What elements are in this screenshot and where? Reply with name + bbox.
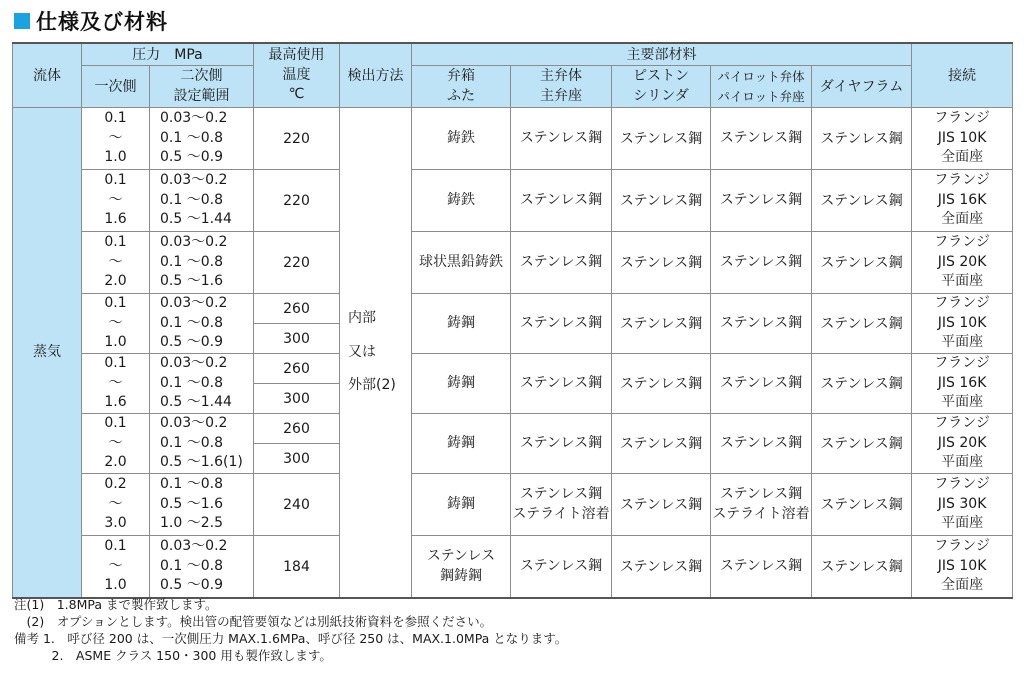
body-material-cell: 鋳鉄	[412, 170, 511, 232]
footnote-2: (2) オプションとします。検出管の配管要領などは別紙技術資料を参照ください。	[14, 614, 493, 629]
secondary-range-cell: 0.1 〜0.8 0.5 〜1.6 1.0 〜2.5	[150, 474, 254, 536]
footnotes	[14, 596, 567, 664]
body-material-cell: 鋳鋼	[412, 414, 511, 474]
main-valve-material-cell: ステンレス鋼	[511, 354, 612, 414]
table-row	[13, 108, 1013, 170]
main-valve-material-cell: ステンレス鋼	[511, 536, 612, 598]
body-material-cell: 鋳鋼	[412, 294, 511, 354]
connection-cell: フランジ JIS 10K 平面座	[912, 294, 1013, 354]
diaphragm-material-cell: ステンレス鋼	[812, 414, 912, 474]
header-pilot-valve: パイロット弁体 パイロット弁座	[711, 66, 812, 108]
header-secondary: 二次側 設定範囲	[150, 66, 254, 108]
temperature-cell: 184	[254, 536, 340, 598]
secondary-range-cell: 0.03〜0.2 0.1 〜0.8 0.5 〜1.44	[150, 354, 254, 414]
temperature-cell: 260	[254, 414, 340, 444]
main-valve-material-cell: ステンレス鋼 ステライト溶着	[511, 474, 612, 536]
main-valve-material-cell: ステンレス鋼	[511, 170, 612, 232]
piston-material-cell: ステンレス鋼	[612, 294, 711, 354]
connection-cell: フランジ JIS 30K 平面座	[912, 474, 1013, 536]
header-body-cover: 弁箱 ふた	[412, 66, 511, 108]
section-title-text: 仕様及び材料	[36, 10, 168, 34]
main-valve-material-cell: ステンレス鋼	[511, 294, 612, 354]
pilot-valve-material-cell: ステンレス鋼	[711, 536, 812, 598]
connection-cell: フランジ JIS 20K 平面座	[912, 232, 1013, 294]
primary-pressure-cell: 0.1 〜 1.0	[82, 536, 150, 598]
temperature-cell-alt: 300	[254, 384, 340, 414]
table-row	[13, 294, 1013, 324]
diaphragm-material-cell: ステンレス鋼	[812, 536, 912, 598]
piston-material-cell: ステンレス鋼	[612, 170, 711, 232]
primary-pressure-cell: 0.1 〜 1.0	[82, 294, 150, 354]
temperature-cell: 220	[254, 108, 340, 170]
temperature-cell: 260	[254, 294, 340, 324]
table-row	[13, 232, 1013, 294]
pilot-valve-material-cell: ステンレス鋼	[711, 232, 812, 294]
piston-material-cell: ステンレス鋼	[612, 536, 711, 598]
main-valve-material-cell: ステンレス鋼	[511, 414, 612, 474]
header-primary: 一次側	[82, 66, 150, 108]
secondary-range-cell: 0.03〜0.2 0.1 〜0.8 0.5 〜0.9	[150, 536, 254, 598]
remark-2: 2. ASME クラス 150・300 用も製作致します。	[14, 648, 332, 663]
primary-pressure-cell: 0.2 〜 3.0	[82, 474, 150, 536]
piston-material-cell: ステンレス鋼	[612, 474, 711, 536]
header-diaphragm: ダイヤフラム	[812, 66, 912, 108]
header-pressure: 圧力 MPa	[82, 43, 254, 66]
temperature-cell-alt: 300	[254, 444, 340, 474]
fluid-cell: 蒸気	[13, 108, 82, 598]
secondary-range-cell: 0.03〜0.2 0.1 〜0.8 0.5 〜0.9	[150, 294, 254, 354]
temperature-cell: 260	[254, 354, 340, 384]
temperature-cell: 220	[254, 232, 340, 294]
secondary-range-cell: 0.03〜0.2 0.1 〜0.8 0.5 〜1.6(1)	[150, 414, 254, 474]
header-main-valve: 主弁体 主弁座	[511, 66, 612, 108]
temperature-cell-alt: 300	[254, 324, 340, 354]
header-connection: 接続	[912, 43, 1013, 108]
body-material-cell: 球状黒鉛鋳鉄	[412, 232, 511, 294]
header-materials: 主要部材料	[412, 43, 912, 66]
connection-cell: フランジ JIS 16K 全面座	[912, 170, 1013, 232]
diaphragm-material-cell: ステンレス鋼	[812, 294, 912, 354]
connection-cell: フランジ JIS 10K 全面座	[912, 536, 1013, 598]
pilot-valve-material-cell: ステンレス鋼	[711, 170, 812, 232]
main-valve-material-cell: ステンレス鋼	[511, 108, 612, 170]
secondary-range-cell: 0.03〜0.2 0.1 〜0.8 0.5 〜1.44	[150, 170, 254, 232]
secondary-range-cell: 0.03〜0.2 0.1 〜0.8 0.5 〜1.6	[150, 232, 254, 294]
piston-material-cell: ステンレス鋼	[612, 232, 711, 294]
table-row	[13, 474, 1013, 536]
piston-material-cell: ステンレス鋼	[612, 108, 711, 170]
main-valve-material-cell: ステンレス鋼	[511, 232, 612, 294]
body-material-cell: 鋳鋼	[412, 474, 511, 536]
pilot-valve-material-cell: ステンレス鋼	[711, 108, 812, 170]
table-row	[13, 354, 1013, 384]
diaphragm-material-cell: ステンレス鋼	[812, 474, 912, 536]
header-fluid: 流体	[13, 43, 82, 108]
pilot-valve-material-cell: ステンレス鋼 ステライト溶着	[711, 474, 812, 536]
table-row	[13, 170, 1013, 232]
diaphragm-material-cell: ステンレス鋼	[812, 108, 912, 170]
primary-pressure-cell: 0.1 〜 2.0	[82, 232, 150, 294]
piston-material-cell: ステンレス鋼	[612, 414, 711, 474]
body-material-cell: 鋳鉄	[412, 108, 511, 170]
pilot-valve-material-cell: ステンレス鋼	[711, 414, 812, 474]
connection-cell: フランジ JIS 10K 全面座	[912, 108, 1013, 170]
primary-pressure-cell: 0.1 〜 1.0	[82, 108, 150, 170]
detection-method-cell: 内部 又は 外部(2)	[340, 108, 412, 598]
piston-material-cell: ステンレス鋼	[612, 354, 711, 414]
header-temperature: 最高使用 温度 ℃	[254, 43, 340, 108]
body-material-cell: 鋳鋼	[412, 354, 511, 414]
pilot-valve-material-cell: ステンレス鋼	[711, 294, 812, 354]
primary-pressure-cell: 0.1 〜 1.6	[82, 354, 150, 414]
primary-pressure-cell: 0.1 〜 1.6	[82, 170, 150, 232]
square-bullet-icon	[14, 13, 30, 29]
table-row	[13, 536, 1013, 598]
footnote-1: 注(1) 1.8MPa まで製作致します。	[14, 597, 218, 612]
secondary-range-cell: 0.03〜0.2 0.1 〜0.8 0.5 〜0.9	[150, 108, 254, 170]
temperature-cell: 240	[254, 474, 340, 536]
primary-pressure-cell: 0.1 〜 2.0	[82, 414, 150, 474]
temperature-cell: 220	[254, 170, 340, 232]
connection-cell: フランジ JIS 16K 平面座	[912, 354, 1013, 414]
diaphragm-material-cell: ステンレス鋼	[812, 170, 912, 232]
table-row	[13, 414, 1013, 444]
diaphragm-material-cell: ステンレス鋼	[812, 354, 912, 414]
body-material-cell: ステンレス 鋼鋳鋼	[412, 536, 511, 598]
header-detection: 検出方法	[340, 43, 412, 108]
pilot-valve-material-cell: ステンレス鋼	[711, 354, 812, 414]
section-title	[14, 6, 168, 36]
header-piston: ピストン シリンダ	[612, 66, 711, 108]
connection-cell: フランジ JIS 20K 平面座	[912, 414, 1013, 474]
spec-table	[12, 42, 1013, 599]
diaphragm-material-cell: ステンレス鋼	[812, 232, 912, 294]
remark-1: 備考 1. 呼び径 200 は、一次側圧力 MAX.1.6MPa、呼び径 250 は、MAX.1.0MPa となります。	[14, 631, 568, 646]
